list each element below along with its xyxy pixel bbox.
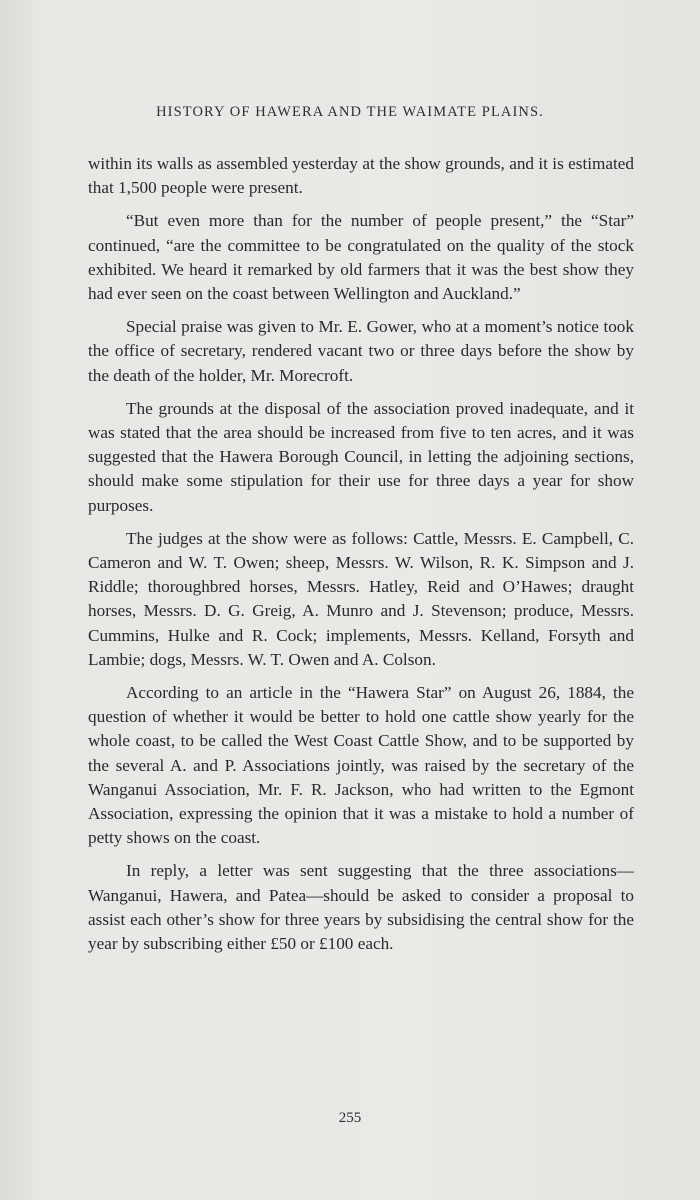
paragraph-7: In reply, a letter was sent suggesting that the three associations—Wanganui, Hawera, and Patea—should be asked to consider a proposal to assist each other’s show for three years by subsidising the central show for the year by subscribing either £50 or £100 each.	[88, 861, 634, 954]
page-number: 255	[338, 1110, 362, 1126]
paragraph-5: The judges at the show were as follows: Cattle, Messrs. E. Campbell, C. Cameron and W. T. Owen; sheep, Messrs. W. Wilson, R. K. Simpson and J. Riddle; thoroughbred horses, Messrs. Hatley, Reid and O’Hawes; draught horses, Messrs. D. G. Greig, A. Munro and J. Stevenson; produce, Messrs. Cummins, Hulke and R. Cock; implements, Messrs. Kelland, Forsyth and Lambie; dogs, Messrs. W. T. Owen and A. Colson.	[88, 528, 634, 669]
paragraph-6: According to an article in the “Hawera Star” on August 26, 1884, the question of whether it would be better to hold one cattle show yearly for the whole coast, to be called the West Coast Cattle Show, and to be supported by the several A. and P. Associations jointly, was raised by the secretary of the Wanganui Association, Mr. F. R. Jackson, who had written to the Egmont Association, expressing the opinion that it was a mistake to hold a number of petty shows on the coast.	[88, 683, 634, 848]
paragraph-4: The grounds at the disposal of the association proved inadequate, and it was stated that the area should be increased from five to ten acres, and it was suggested that the Hawera Borough Council, in letting the adjoining sections, should make some stipulation for their use for three days a year for show purposes.	[88, 398, 634, 515]
body-text	[88, 152, 634, 965]
running-head: HISTORY OF HAWERA AND THE WAIMATE PLAINS.	[156, 104, 544, 120]
paragraph-3: Special praise was given to Mr. E. Gower, who at a moment’s notice took the office of secretary, rendered vacant two or three days before the show by the death of the holder, Mr. Morecroft.	[88, 317, 634, 385]
paragraph-1: within its walls as assembled yesterday at the show grounds, and it is estimated that 1,500 people were present.	[88, 154, 634, 198]
paragraph-2: “But even more than for the number of people present,” the “Star” continued, “are the committee to be congratulated on the quality of the stock exhibited. We heard it remarked by old farmers that it was the best show they had ever seen on the coast between Wellington and Auckland.”	[88, 211, 634, 304]
